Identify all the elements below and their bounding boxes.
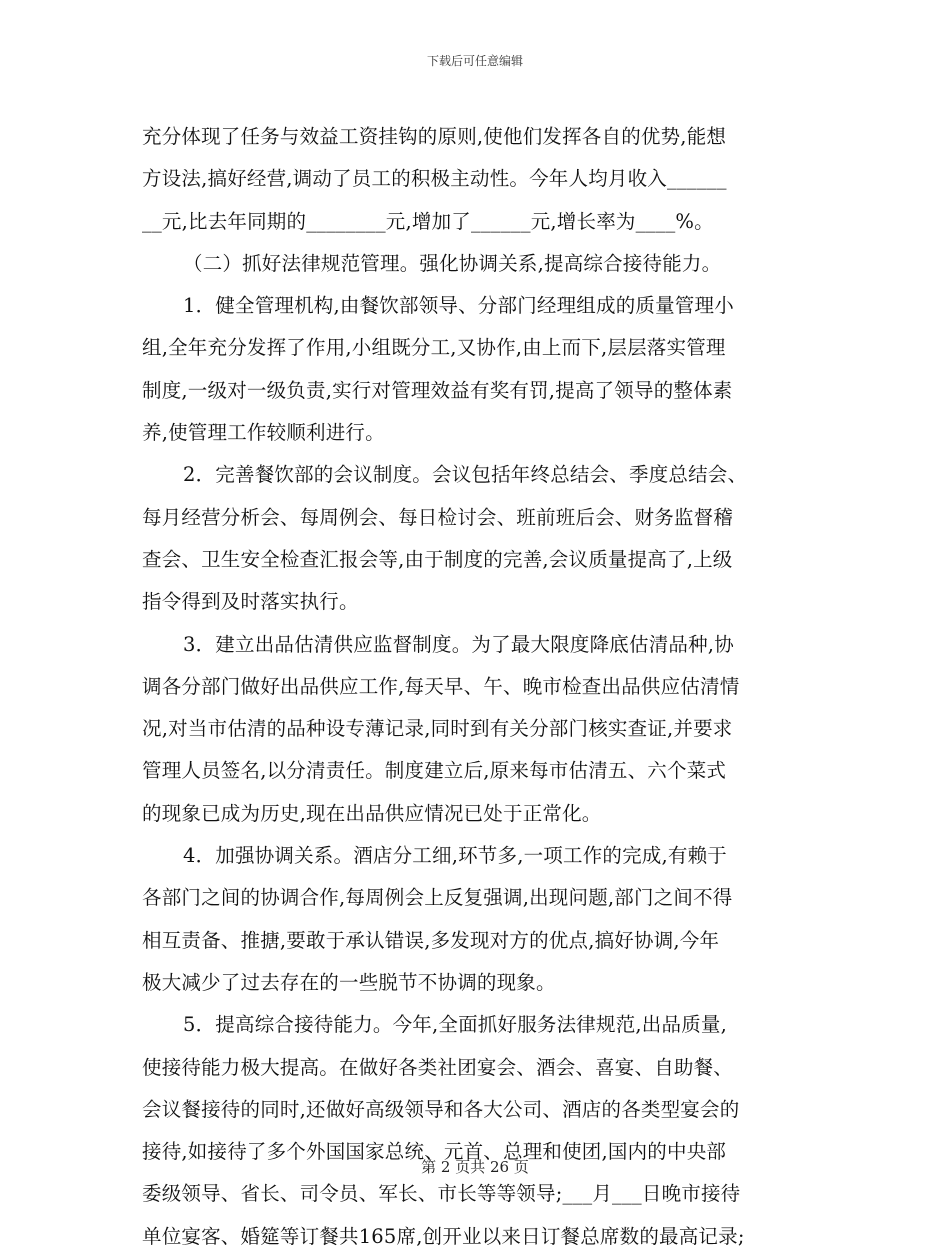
text-line: 指令得到及时落实执行。 — [142, 590, 359, 614]
text-line: 使接待能力极大提高。在做好各类社团宴会、酒会、喜宴、自助餐、 — [142, 1055, 734, 1079]
text-line: __元,比去年同期的________元,增加了______元,增长率为____%。 — [142, 209, 714, 233]
text-line: 会议餐接待的同时,还做好高级领导和各大公司、酒店的各类型宴会的 — [142, 1097, 740, 1121]
text-line: 相互责备、推搪,要敢于承认错误,多发现对方的优点,搞好协调,今年 — [142, 928, 720, 952]
text-line: 5．提高综合接待能力。今年,全面抓好服务法律规范,出品质量, — [183, 1013, 728, 1037]
text-line: 1．健全管理机构,由餐饮部领导、分部门经理组成的质量管理小 — [183, 294, 734, 318]
document-body — [142, 116, 812, 1258]
page-header: 下载后可任意编辑 — [426, 54, 523, 68]
text-line: 极大减少了过去存在的一些脱节不协调的现象。 — [142, 970, 556, 994]
text-line: 管理人员签名,以分清责任。制度建立后,原来每市估清五、六个菜式 — [142, 759, 727, 783]
text-line: 方设法,搞好经营,调动了员工的积极主动性。今年人均月收入______ — [142, 167, 727, 191]
text-line: （二）抓好法律规范管理。强化协调关系,提高综合接待能力。 — [183, 251, 722, 275]
text-line: 各部门之间的协调合作,每周例会上反复强调,出现问题,部门之间不得 — [142, 886, 733, 910]
text-line: 调各分部门做好出品供应工作,每天早、午、晚市检查出品供应估清情 — [142, 674, 740, 698]
text-line: 每月经营分析会、每周例会、每日检讨会、班前班后会、财务监督稽 — [142, 505, 734, 529]
text-line: 单位宴客、婚筵等订餐共165席,创开业以来日订餐总席数的最高记录; — [142, 1224, 745, 1248]
text-line: 2．完善餐饮部的会议制度。会议包括年终总结会、季度总结会、 — [183, 463, 748, 487]
text-line: 制度,一级对一级负责,实行对管理效益有奖有罚,提高了领导的整体素 — [142, 378, 733, 402]
page-footer: 第 2 页共 26 页 — [421, 1158, 529, 1176]
text-line: 委级领导、省长、司令员、军长、市长等等领导;___月___日晚市接待 — [142, 1182, 741, 1206]
text-line: 养,使管理工作较顺利进行。 — [142, 421, 385, 445]
text-line: 3．建立出品估清供应监督制度。为了最大限度降底估清品种,协 — [183, 632, 734, 656]
text-line: 况,对当市估清的品种设专薄记录,同时到有关分部门核实查证,并要求 — [142, 717, 733, 741]
text-line: 组,全年充分发挥了作用,小组既分工,又协作,由上而下,层层落实管理 — [142, 336, 726, 360]
text-line: 4．加强协调关系。酒店分工细,环节多,一项工作的完成,有赖于 — [183, 844, 728, 868]
text-line: 查会、卫生安全检查汇报会等,由于制度的完善,会议质量提高了,上级 — [142, 547, 733, 571]
text-line: 充分体现了任务与效益工资挂钩的原则,使他们发挥各自的优势,能想 — [142, 125, 727, 148]
text-line: 接待,如接待了多个外国国家总统、元首、总理和使团,国内的中央部 — [142, 1140, 727, 1164]
text-line: 的现象已成为历史,现在出品供应情况已处于正常化。 — [142, 801, 602, 825]
